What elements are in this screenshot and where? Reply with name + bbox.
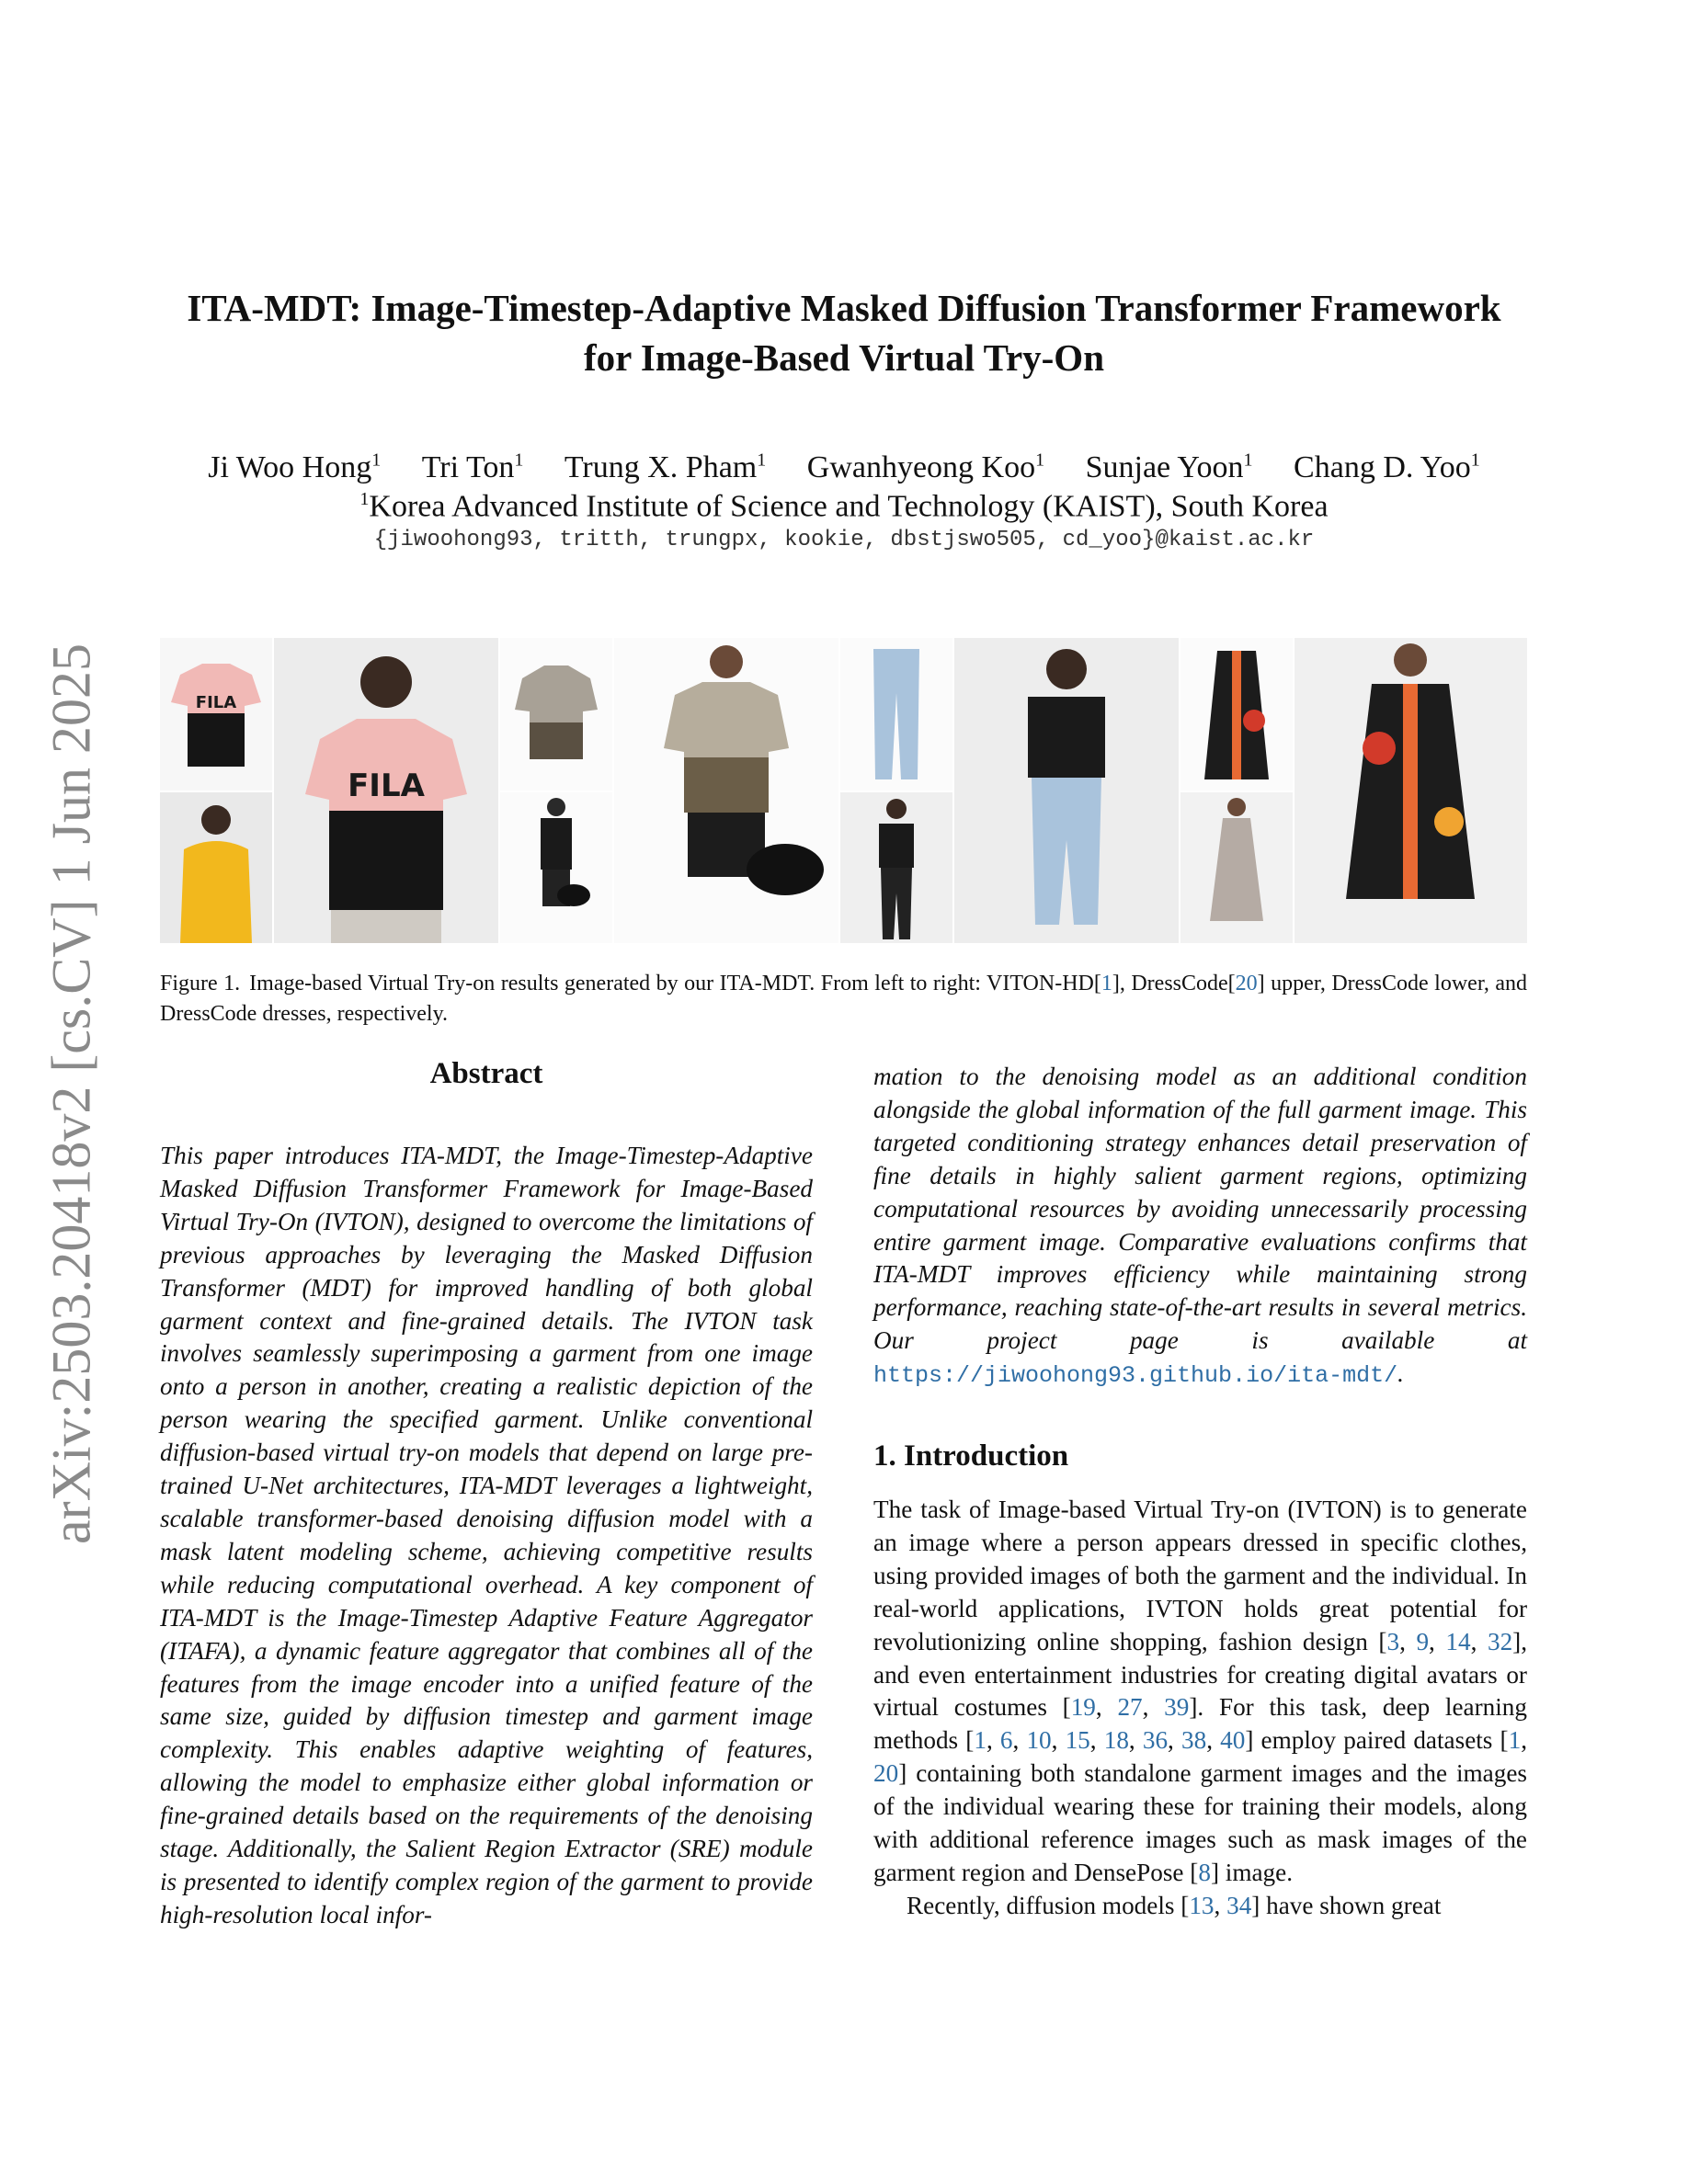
abstract-left-column	[160, 1140, 813, 1932]
yellow-top-shape	[180, 841, 252, 943]
jeans-shape	[1032, 778, 1101, 925]
affil-mark: 1	[359, 489, 370, 509]
head-shape	[710, 645, 743, 678]
result-image-print-shirt	[614, 638, 838, 943]
person-illustration	[1180, 792, 1293, 943]
shirt-illustration	[500, 638, 612, 791]
author-name: Trung X. Pham	[564, 450, 758, 485]
author-name: Ji Woo Hong	[208, 450, 372, 485]
result-image-fila	[274, 638, 498, 943]
author-affil-mark: 1	[757, 450, 767, 471]
author-affil-mark: 1	[514, 450, 524, 471]
citation-sep: ,	[1214, 1891, 1227, 1919]
citation-sep: ,	[1470, 1627, 1488, 1655]
abstract-continuation	[873, 1061, 1527, 1393]
title-line-1: ITA-MDT: Image-Timestep-Adaptive Masked Diffusion Transformer Framework	[187, 287, 1501, 329]
intro-text: ] have shown great	[1251, 1891, 1442, 1919]
person-illustration	[500, 792, 612, 943]
garment-image-jeans	[840, 638, 952, 791]
result-image-print-dress	[1295, 638, 1527, 943]
author-name: Chang D. Yoo	[1294, 450, 1471, 485]
author-affil-mark: 1	[371, 450, 382, 471]
head-shape	[1046, 649, 1087, 689]
affiliation	[138, 480, 1550, 526]
author-name: Tri Ton	[421, 450, 515, 485]
tee-lower-band	[329, 811, 443, 910]
citation-link[interactable]: 27	[1117, 1693, 1143, 1722]
head-shape	[547, 798, 565, 816]
citation-sep: ,	[986, 1726, 1000, 1755]
citation-sep: ,	[1128, 1726, 1143, 1755]
paper-title	[138, 283, 1550, 382]
result-image-jeans	[954, 638, 1179, 943]
abstract-text: This paper introduces ITA-MDT, the Image-Timestep-Adaptive Masked Diffusion Transformer Framework for Image-Based Virtual Try-On (IVTON), designed to overcome the limitations of previous approaches by leveraging the Masked Diffusion Transformer (MDT) for improved handling of both global garment context and fine-grained details. The IVTON task involves seamlessly superimposing a garment from one image onto a person in another, creating a realistic depiction of the person wearing the specified garment. Unlike conventional diffusion-based virtual try-on models that depend on large pre-trained U-Net architectures, ITA-MDT leverages a lightweight, scalable transformer-based denoising diffusion model with a mask latent modeling scheme, achieving competitive results while reducing computational overhead. A key component of ITA-MDT is the Image-Timestep Adaptive Feature Aggregator (ITAFA), a dynamic feature aggregator that combines all of the features from the image encoder into a unified feature of the same size, guided by diffusion timestep and garment image complexity. This enables adaptive weighting of features, allowing the model to emphasize either global information or fine-grained details based on the requirements of the denoising stage. Additionally, the Salient Region Extractor (SRE) module is presented to identify complex region of the garment to provide high-resolution local infor-	[160, 1142, 813, 1928]
garment-image-print-shirt	[500, 638, 612, 791]
shirt-print	[684, 757, 769, 813]
dress-stripe	[1232, 651, 1241, 779]
citation-link[interactable]: 32	[1487, 1627, 1513, 1655]
citation-link[interactable]: 38	[1181, 1726, 1207, 1755]
project-page-link[interactable]: https://jiwoohong93.github.io/ita-mdt/	[873, 1362, 1398, 1390]
right-column	[873, 1061, 1527, 1923]
citation-link[interactable]: 39	[1164, 1693, 1190, 1722]
section-heading-introduction: 1. Introduction	[873, 1439, 1069, 1473]
citation-sep: ,	[1168, 1726, 1181, 1755]
dress-flower-print	[1243, 710, 1265, 732]
intro-text: ], and even entertainment industries for creating digital avatars or virtual costumes [	[873, 1627, 1528, 1722]
shirt-print	[530, 722, 583, 759]
author-name: Gwanhyeong Koo	[806, 450, 1036, 485]
intro-text: ] image.	[1210, 1858, 1294, 1886]
fila-logo: FILA	[195, 693, 237, 712]
bag-shape	[747, 844, 824, 895]
result-illustration	[274, 638, 498, 943]
caption-text: ], DressCode[	[1112, 972, 1236, 995]
dress-stripe	[1403, 684, 1418, 899]
person-image-floral-dress	[1180, 792, 1293, 943]
citation-sep: ,	[1095, 1693, 1118, 1722]
jeans-shape	[873, 649, 919, 779]
head-shape	[360, 656, 412, 708]
citation-sep: ,	[1206, 1726, 1221, 1755]
dress-flower-print	[1363, 732, 1396, 765]
abstract-text: mation to the denoising model as an additional condition alongside the global information of the full garment image. This targeted conditioning strategy enhances detail preservation of fine details in highly salient garment regions, optimizing computational resources by avoiding unnecessarily processing entire garment image. Comparative evaluations confirms that ITA-MDT improves efficiency while maintaining strong performance, reaching state-of-the-art results in several metrics. Our project page is available at	[873, 1063, 1527, 1355]
caption-text: Image-based Virtual Try-on results generated by our ITA-MDT. From left to right: VITON-HD[	[249, 972, 1101, 995]
author-name: Sunjae Yoon	[1085, 450, 1244, 485]
plaid-pants	[331, 910, 441, 943]
intro-text: Recently, diffusion models [	[907, 1891, 1190, 1919]
author-affil-mark: 1	[1035, 450, 1045, 471]
intro-text: The task of Image-based Virtual Try-on (IVTON) is to generate an image where a person appears dressed in specific clothes, using provided images of both the garment and the individual. In real-world applications, IVTON holds great potential for revolutionizing online shopping, fashion design [	[873, 1495, 1527, 1655]
head-shape	[1394, 643, 1427, 677]
citation-link[interactable]: 15	[1065, 1726, 1090, 1755]
tee-lower-band	[188, 713, 245, 767]
citation-link[interactable]: 19	[1070, 1693, 1096, 1722]
intro-paragraph	[873, 1494, 1527, 1890]
affil-text: Korea Advanced Institute of Science and Technology (KAIST), South Korea	[369, 489, 1329, 524]
head-shape	[1227, 798, 1246, 816]
citation-sep: ,	[1051, 1726, 1066, 1755]
author-affil-mark: 1	[1243, 450, 1253, 471]
dress-shape	[1210, 818, 1263, 921]
author-emails: {jiwoohong93, tritth, trungpx, kookie, dbstjswo505, cd_yoo}@kaist.ac.kr	[373, 528, 1315, 552]
bag-shape	[557, 884, 590, 906]
dress-illustration	[1180, 638, 1293, 791]
garment-image-fila-tee	[160, 638, 272, 791]
author-affil-mark: 1	[1470, 450, 1480, 471]
figure-1	[160, 638, 1527, 943]
intro-text: ] containing both standalone garment images and the images of the individual wearing these for training their models, along with additional reference images such as mask images of the garment region and DensePose [	[873, 1759, 1527, 1886]
citation-sep: ,	[1521, 1726, 1527, 1755]
caption-label: Figure 1.	[160, 972, 241, 995]
top-shape	[1028, 697, 1105, 778]
citation-link[interactable]: 20	[1235, 972, 1258, 995]
figure-caption	[160, 969, 1527, 1029]
citation-link[interactable]: 1	[1508, 1726, 1522, 1755]
caption-text: ] upper, DressCode lower, and DressCode dresses, respectively.	[160, 972, 1527, 1026]
top-shape	[541, 818, 572, 870]
citation-link[interactable]: 40	[1220, 1726, 1246, 1755]
citation-sep: ,	[1429, 1627, 1446, 1655]
citation-link[interactable]: 18	[1103, 1726, 1129, 1755]
result-illustration	[954, 638, 1179, 943]
dress-flower-print	[1434, 807, 1464, 836]
intro-paragraph	[873, 1890, 1527, 1923]
person-illustration	[840, 792, 952, 943]
result-illustration	[1295, 638, 1527, 943]
head-shape	[886, 799, 907, 819]
citation-sep: ,	[1399, 1627, 1417, 1655]
title-line-2: for Image-Based Virtual Try-On	[583, 336, 1104, 379]
citation-link[interactable]: 3	[1386, 1627, 1400, 1655]
citation-sep: ,	[1089, 1726, 1104, 1755]
citation-link[interactable]: 36	[1142, 1726, 1169, 1755]
citation-link[interactable]: 8	[1198, 1858, 1211, 1886]
head-shape	[201, 805, 231, 835]
arxiv-id: arXiv:2503.20418v2 [cs.CV] 1 Jun 2025	[40, 643, 102, 1544]
top-shape	[879, 824, 914, 868]
citation-sep: ,	[1012, 1726, 1027, 1755]
arxiv-sidebar	[40, 625, 102, 1563]
result-illustration	[614, 638, 838, 943]
citation-link[interactable]: 9	[1416, 1627, 1430, 1655]
intro-text: ]. For this task, deep learning methods [	[873, 1693, 1527, 1755]
person-image-black-offshoulder	[840, 792, 952, 943]
intro-text: ] employ paired datasets [	[1245, 1726, 1509, 1755]
citation-link[interactable]: 34	[1226, 1891, 1252, 1919]
citation-link[interactable]: 13	[1189, 1891, 1215, 1919]
citation-link[interactable]: 1	[974, 1726, 987, 1755]
citation-link[interactable]: 20	[873, 1759, 899, 1788]
fila-logo: FILA	[348, 768, 425, 804]
person-image-yellow-top	[160, 792, 272, 943]
citation-sep: ,	[1142, 1693, 1165, 1722]
garment-image-print-dress	[1180, 638, 1293, 791]
citation-link[interactable]: 1	[1101, 972, 1112, 995]
abstract-text-end: .	[1397, 1359, 1404, 1388]
person-image-black-outfit	[500, 792, 612, 943]
citation-link[interactable]: 6	[999, 1726, 1013, 1755]
jeans-illustration	[840, 638, 952, 791]
citation-link[interactable]: 10	[1026, 1726, 1052, 1755]
tee-illustration	[160, 638, 272, 791]
abstract-heading: Abstract	[429, 1057, 543, 1090]
person-illustration	[160, 792, 272, 943]
pants-shape	[881, 868, 912, 939]
citation-link[interactable]: 14	[1445, 1627, 1471, 1655]
